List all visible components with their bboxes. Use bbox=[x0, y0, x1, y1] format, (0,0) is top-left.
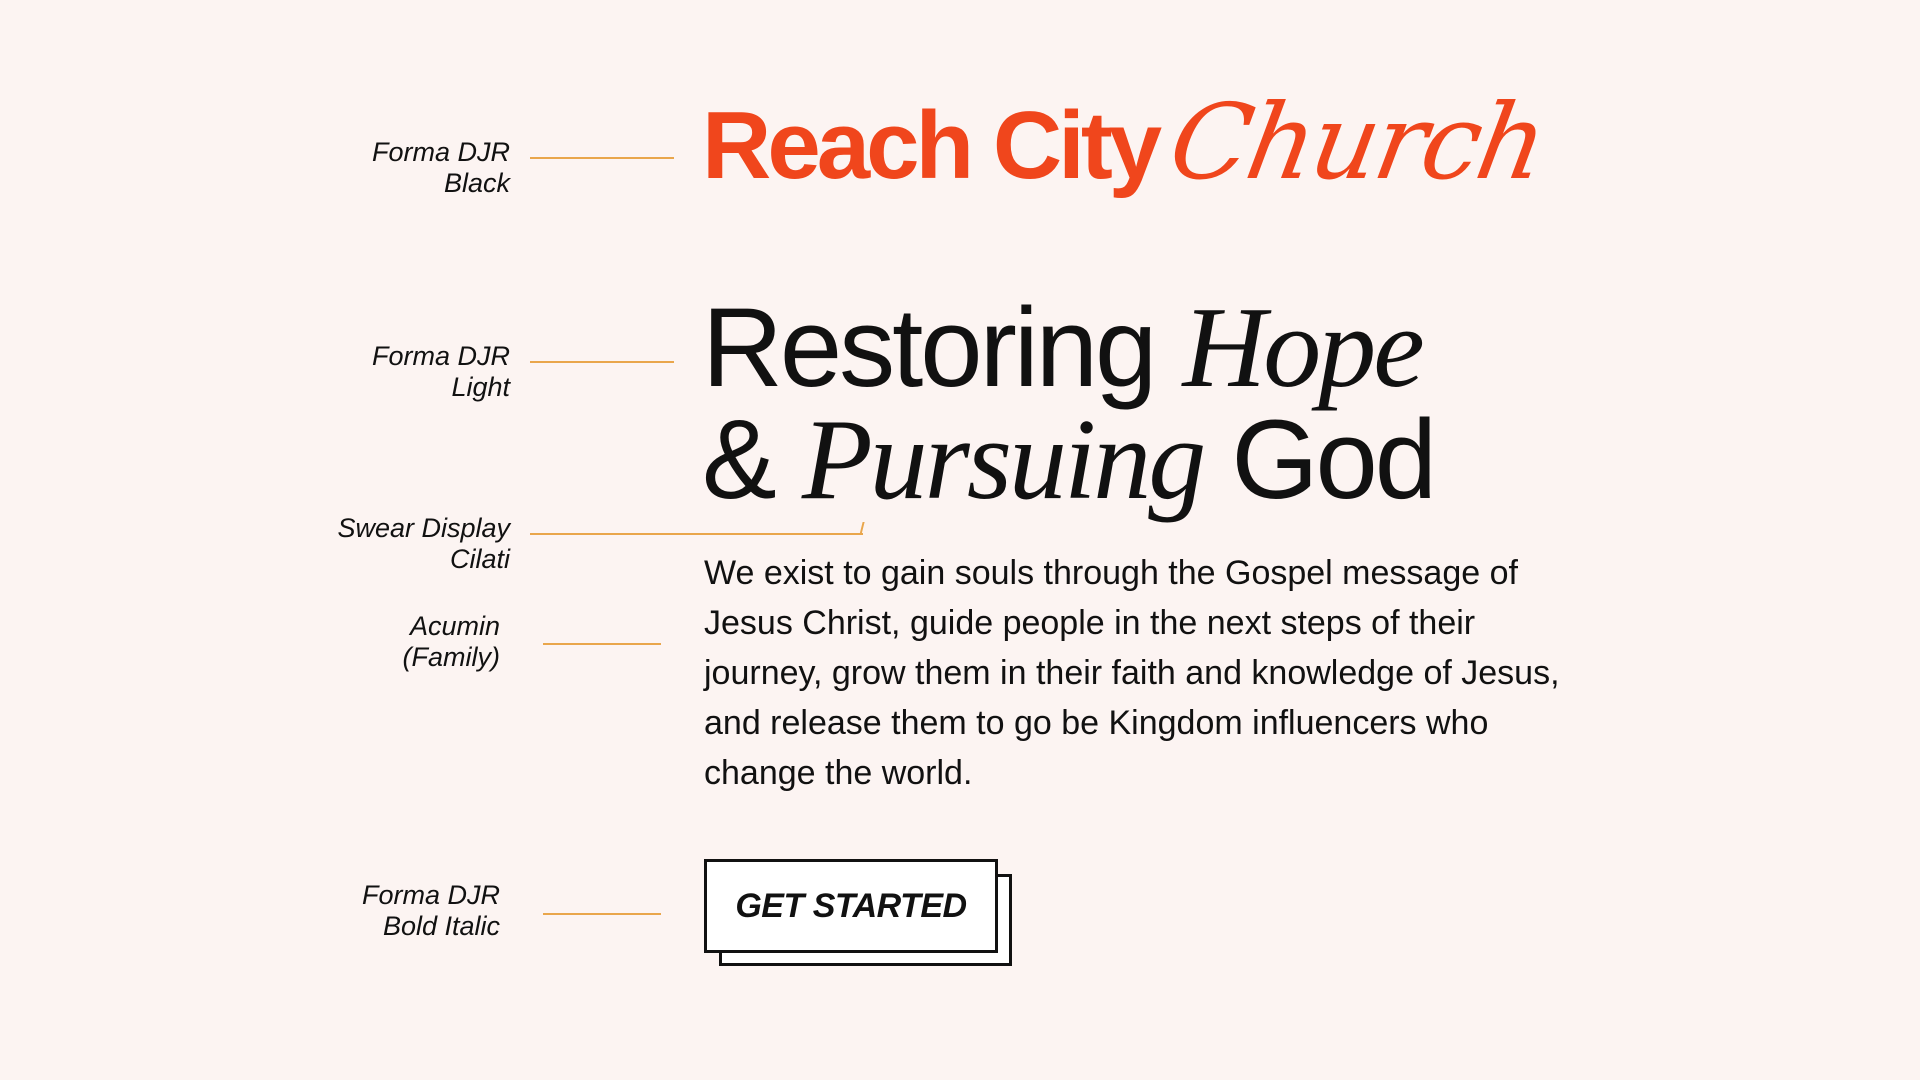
font-annotation-name: Forma DJR bbox=[371, 137, 510, 167]
font-annotation-name: Swear Display bbox=[337, 513, 510, 543]
font-annotation-body bbox=[260, 611, 500, 673]
headline-text: God bbox=[1203, 397, 1435, 522]
font-annotation-weight: Cilati bbox=[449, 544, 510, 574]
font-annotation-name: Forma DJR bbox=[371, 341, 510, 371]
mission-statement: We exist to gain souls through the Gospel message of Jesus Christ, guide people in the next steps of their journey, grow them in their faith and knowledge of Jesus, and release them to go be Kingdom influencers who change the world. bbox=[704, 554, 1560, 792]
font-annotation-weight: Black bbox=[443, 168, 510, 198]
font-annotation-button bbox=[260, 880, 500, 942]
get-started-label: GET STARTED bbox=[735, 886, 967, 925]
font-annotation-name: Acumin bbox=[409, 611, 500, 641]
headline-emphasis: Hope bbox=[1182, 284, 1422, 412]
font-annotation-serif bbox=[260, 513, 510, 575]
leader-line-headline bbox=[530, 361, 674, 363]
headline-line-2 bbox=[702, 396, 1435, 524]
headline-text: & bbox=[702, 397, 802, 522]
font-annotation-headline bbox=[260, 341, 510, 403]
logo-wordmark: Reach City bbox=[702, 92, 1159, 199]
font-annotation-logo bbox=[260, 137, 510, 199]
font-annotation-weight: Light bbox=[451, 372, 510, 402]
church-logo bbox=[702, 81, 1554, 203]
page-headline bbox=[702, 284, 1435, 524]
font-annotation-weight: Bold Italic bbox=[382, 911, 500, 941]
headline-text: Restoring bbox=[702, 285, 1183, 410]
leader-line-body bbox=[543, 643, 661, 645]
get-started-button[interactable] bbox=[704, 859, 998, 953]
leader-line-logo bbox=[530, 157, 674, 159]
headline-emphasis: Pursuing bbox=[801, 396, 1204, 524]
leader-line-button bbox=[543, 913, 661, 915]
font-annotation-name: Forma DJR bbox=[361, 880, 500, 910]
font-annotation-weight: (Family) bbox=[402, 642, 500, 672]
logo-script-word: Church bbox=[1161, 81, 1554, 203]
headline-line-1 bbox=[702, 284, 1434, 412]
leader-line-serif bbox=[530, 533, 863, 535]
